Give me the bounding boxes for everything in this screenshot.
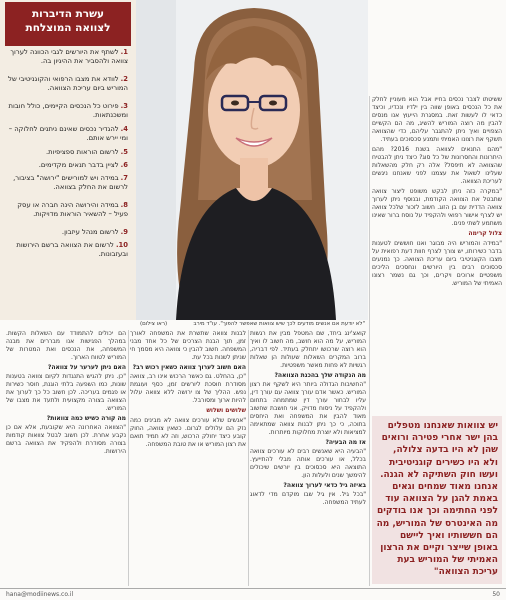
article-paragraph: "כן. ניתן להגיש התנגדות לקיום צוואה בטענות שונות, כמו השפעה בלתי הוגנת, חוסר כשירות או פגמים בעריכה. לכן חשוב כל כך לערוך את הצוואה בצורה מקצועית ולתעד את מצבו של המוריש. [6, 373, 126, 412]
article-paragraph: "הבעיה היא שאנשים רבים לא עורכים צוואה בכלל, או עורכים אותה מבלי להתייעץ. התוצאה היא סכסוכים בין יורשים שיכולים להימשך שנים ולעלות הון. [250, 448, 366, 479]
article-column-2 [130, 330, 246, 586]
article-column-3 [250, 330, 366, 586]
tip-item [8, 48, 128, 66]
pull-quote: יש צוואות שאנחנו מטפלים בהן ישר אחרי פטירה ורואים שהן לא היו בדעה צלולה, ולא היו כשירים קוגניטיבית ועשו חוק השתיקה לא הגנה. אנחנו מאוד שמחים וגאים באמת להגן על הצוואה עוד לפני החתימה וכך אנו בודקים מה האינטרס של המוריש, מה הם חששותיו ואיך ליישם באופן שייצר וקיים את הרצון האמיתי של המוריש בעת עריכת הצוואה" [372, 416, 502, 584]
tip-text: לציין בדבר תנאים מקדימים. [38, 161, 119, 169]
tip-text: לשתף את היורשים לגבי הכוונה לערוך צוואה ולהסביר את ההיגיון בה. [10, 48, 128, 65]
tips-title-line-2: לצוואה המוצלחת [25, 22, 111, 34]
article-right-column [372, 96, 502, 414]
tip-number: 7. [120, 174, 128, 182]
article-paragraph: "בכל גיל. אין גיל שבו מוקדם מדי לדאוג לעתיד המשפחה. [250, 491, 366, 506]
article-paragraph: "אנשים שלא עורכים צוואה לא מבינים כמה נזק הם עלולים לגרום. כשאין צוואה, החוק קובע כיצד יחולק הרכוש, וזה לא תמיד תואם את רצון המוריש או את טובת המשפחה. [130, 417, 246, 448]
footer-email: hana@modiinews.co.il [6, 591, 74, 598]
tip-number: 3. [120, 102, 128, 110]
portrait-photo [136, 0, 368, 320]
article-paragraph: "הצוואה האחרונה היא שקובעת, אלא אם כן נקבע אחרת. לכן חשוב לבטל צוואות קודמות בצורה מסודרת ולהפקיד את הצוואה ברשם הירושות. [6, 424, 126, 455]
interview-question: האם ניתן לערער על צוואה? [47, 364, 126, 371]
tip-text: לרשום מנהל עיזבון. [61, 228, 119, 236]
tip-text: לרשום הוראות ספציפיות. [46, 148, 119, 156]
article-paragraph: "מהם התנאים לצוואה בשנת 2016? מהם היתרונות והחסרונות של כל סוג? כיצד ניתן להבטיח שהצוואה לא תיפסל? אלה רק חלק מהשאלות שעלינו לשאול את עצמנו לפני שאנחנו ניגשים לעריכת הצוואה. [372, 146, 502, 185]
tip-item [8, 125, 128, 143]
article-paragraph: "במקרה כזה ניתן לבקש משופט ליצור צוואה שתבטל את הצוואה הקודמת, ובנוסף ניתן לערוך צוואה הדדית עם בן הזוג. חשוב לזכור שלכל צוואה יש לצרף אישור רפואי ולהקפיד על נוסח ברור שאינו משתמע לשתי פנים. [372, 188, 502, 227]
tip-number: 4. [120, 125, 128, 133]
article-column-1 [6, 330, 126, 586]
tip-text: לוודא את מצבו הרפואי והקוגניטיבי של המוריש ביום עריכת הצוואה. [8, 75, 128, 92]
tip-number: 1. [120, 48, 128, 56]
photo-credit: (ראו צילום) [140, 321, 168, 327]
column-divider [128, 330, 129, 586]
article-subheading: שלושים ושלוש [206, 407, 246, 414]
tip-item [8, 241, 128, 259]
tip-number: 9. [120, 228, 128, 236]
article-paragraph: לבנות צוואה שתשרת את המשפחה לאורך זמן, תוך הבנת הצרכים של כל אחד מבני המשפחה. חשוב להבין כי צוואה היא מסמך חי שניתן לשנות בכל עת. [130, 330, 246, 361]
tip-number: 5. [120, 148, 128, 156]
tips-title-line-1: עשרת הדיברות [31, 8, 105, 20]
tip-item [8, 75, 128, 93]
tips-sidebar [0, 0, 136, 320]
tip-item [8, 201, 128, 219]
article-paragraph: קואצ'ינג ביחד, שם המטפל מבין את רגשות המוריש, על מה הוא חושב, מה חשוב לו ואיך הוא רוצה שרכושו יתחלק בעתיד. לפי דבריה, ברוב המקרים השאלות שעולות הן שאלות רגשיות לא פחות מאשר משפטיות. [250, 330, 366, 369]
column-divider [248, 330, 249, 586]
interview-question: אז מה הבעיה? [325, 439, 366, 446]
interview-question: האם חשוב לערוך צוואה כשאין רכוש רב? [132, 364, 246, 371]
interview-question: מה הנקודה שלך בהכנת הצוואה? [274, 372, 366, 379]
tips-sidebar-title [5, 2, 131, 46]
tip-text: במידה והירושה הינה חברה או עסק פעיל – להשאיר הוראות מדויקות. [17, 201, 128, 218]
article-paragraph: "החשיבות הגדולה ביותר היא לשקף את רצון המוריש. כאשר אדם עורך צוואה עם עורך דין, עליו לבחור עורך דין שמתמחה בתחום ולהקפיד על ניסוח מדויק. אני חושבת שחשוב מאוד להבין את המשפחה ואת היחסים בתוכה, כי כך ניתן לבנות צוואה שמתאימה למציאות ולא יוצרת מחלוקות מיותרות. [250, 381, 366, 436]
page-footer [0, 588, 506, 600]
article-paragraph: הם יכולים להתמודד עם השאלות הקשות. במהלך הפגישות אנו מבררים את מבנה המשפחה, את הנכסים ואת המטרות של המוריש לטווח הארוך. [6, 330, 126, 361]
tip-text: במידה ויש למורישים "ירושה" בציבור, לרשום את החלק בצוואה. [13, 174, 128, 191]
tip-item [8, 102, 128, 120]
portrait-illustration [136, 0, 368, 320]
tip-item [8, 161, 128, 170]
interview-question: מה קורה כשיש כמה צוואות? [46, 415, 126, 422]
tip-number: 10. [115, 241, 128, 249]
tip-text: לרשום את הצוואה ברשם הירושות ובעזבונות. [16, 241, 128, 258]
photo-caption: "לא יודעת אם אנשים מודעים לכך שיש צוואות שאפשר להפוך". עו"ד מירב [193, 321, 365, 327]
tip-item [8, 174, 128, 192]
article-subheading: צלול קרימה [468, 230, 502, 237]
tip-text: להגדיר נכסים שאינם ניתנים לחלוקה – ומי יירש אותם. [8, 125, 128, 142]
interview-question: באיזה גיל כדאי לערוך צוואה? [283, 482, 366, 489]
tip-number: 6. [120, 161, 128, 169]
page-number: 50 [492, 591, 500, 598]
tip-text: פירוט כל הנכסים הקיימים, כולל חובות ומשכנתאות. [8, 102, 128, 119]
article-paragraph: "במידה והמוריש היה מבוגר ואנו חוששים לטענות בדבר כשירותו, יש צורך לצרף חוות דעת רפואית על מצבו הקוגניטיבי ביום עריכת הצוואה. כך נמנעים סכסוכים רבים בין היורשים ונחסכים הליכים משפטיים ארוכים ויקרים, וכך גם נשמר רצונו האמיתי של המוריש. [372, 240, 502, 287]
tip-number: 8. [120, 201, 128, 209]
tip-item [8, 148, 128, 157]
article-paragraph: "כן, בהחלט. גם כאשר הרכוש אינו רב, צוואה מסודרת חוסכת ליורשים זמן, כסף ועוגמת נפש. ההליך של צו ירושה ללא צוואה עלול להיות ארוך ומסורבל. [130, 373, 246, 404]
article-paragraph: ששיטתו לצבר נכסים בחייו אבל הוא מעוניין לחלק את כל הנכסים באופן שווה בין ילדיו ונכדיו, וכיצד כדאי לו לעשות זאת. במסגרת הייעוץ אנו מנסים להבין מה רוצה המוריש להשיג, מה הם הקשיים הצפויים ואיך ניתן להתגבר עליהם, כדי שהצוואה תשקף את רצונו האמיתי ותמנע סכסוכים בעתיד. [372, 96, 502, 143]
tip-number: 2. [120, 75, 128, 83]
tip-item [8, 228, 128, 237]
column-divider [369, 96, 370, 586]
